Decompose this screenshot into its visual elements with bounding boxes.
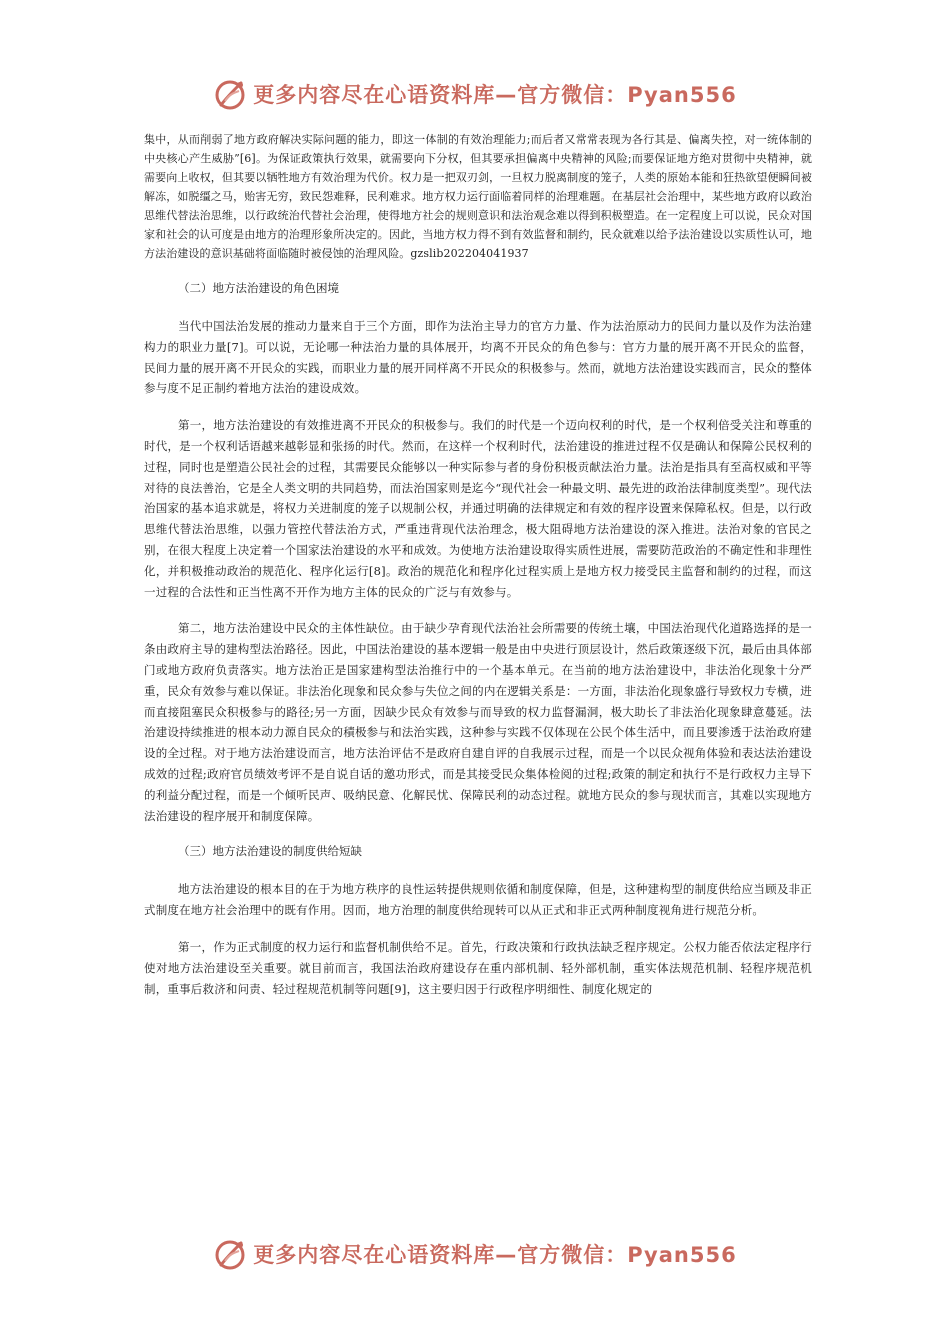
watermark-text: 更多内容尽在心语资料库—官方微信：Pyan556 bbox=[253, 83, 737, 107]
paragraph: 第一，地方法治建设的有效推进离不开民众的积极参与。我们的时代是一个迈向权利的时代，是一个权利倍受关注和尊重的时代，是一个权利话语越来越彰显和张扬的时代。然而，在这样一个权利时代，法治建设的推进过程不仅是确认和保障公民权利的过程，同时也是塑造公民社会的过程，其需要民众能够以一种实际参与者的身份积极贡献法治力量。法治是指具有至高权威和平等对待的良法善治，它是全人类文明的共同趋势，而法治国家则是迄今“现代社会一种最文明、最先进的政治法律制度类型”。现代法治国家的基本追求就是，将权力关进制度的笼子以规制公权，并通过明确的法律规定和有效的程序设置来保障私权。但是，以行政思维代替法治思维，以强力管控代替法治方式，严重违背现代法治理念，极大阻碍地方法治建设的深入推进。法治对象的官民之别，在很大程度上决定着一个国家法治建设的水平和成效。为使地方法治建设取得实质性进展，需要防范政治的不确定性和非理性化，并积极推动政治的规范化、程序化运行[8]。政治的规范化和程序化过程实质上是地方权力接受民主监督和制约的过程，而这一过程的合法性和正当性离不开作为地方主体的民众的广泛与有效参与。 bbox=[144, 418, 812, 599]
paragraph: 当代中国法治发展的推动力量来自于三个方面，即作为法治主导力的官方力量、作为法治原动力的民间力量以及作为法治建构力的职业力量[7]。可以说，无论哪一种法治力量的具体展开，均离不开民众的角色参与：官方力量的展开离不开民众的监督，民间力量的展开离不开民众的实践，而职业力量的展开同样离不开民众的积极参与。然而，就地方法治建设实践而言，民众的整体参与度不足正制约着地方法治的建设成效。 bbox=[144, 319, 812, 396]
paragraph: 第二，地方法治建设中民众的主体性缺位。由于缺少孕育现代法治社会所需要的传统土壤，中国法治现代化道路选择的是一条由政府主导的建构型法治路径。因此，中国法治建设的基本逻辑一般是由中央进行顶层设计，然后政策逐级下沉，最后由具体部门或地方政府负责落实。地方法治正是国家建构型法治推行中的一个基本单元。在当前的地方法治建设中，非法治化现象十分严重，民众有效参与难以保证。非法治化现象和民众参与失位之间的内在逻辑关系是：一方面，非法治化现象盛行导致权力专横，进而直接阻塞民众积极参与的路径;另一方面，因缺少民众有效参与而导致的权力监督漏洞，极大助长了非法治化现象肆意蔓延。法治建设持续推进的根本动力源自民众的積极参与和法治实践，这种参与实践不仅体现在公民个体生活中，而且要渗透于法治政府建设的全过程。对于地方法治建设而言，地方法治评估不是政府自建自评的自我展示过程，而是一个以民众视角体验和表达法治建设成效的过程;政府官员绩效考评不是自说自话的邀功形式，而是其接受民众集体检阅的过程;政策的制定和执行不是行政权力主导下的利益分配过程，而是一个倾听民声、吸纳民意、化解民忧、保障民利的动态过程。就地方民众的参与现状而言，其难以实现地方法治建设的程序展开和制度保障。 bbox=[144, 621, 812, 823]
footer-watermark-banner bbox=[0, 1234, 950, 1274]
header-watermark-banner bbox=[0, 74, 950, 114]
leaf-swirl-logo-icon bbox=[213, 77, 247, 111]
leaf-swirl-logo-icon bbox=[213, 1237, 247, 1271]
section-heading-2: （二）地方法治建设的角色困境 bbox=[178, 281, 339, 295]
watermark-text: 更多内容尽在心语资料库—官方微信：Pyan556 bbox=[253, 1243, 737, 1267]
paragraph: 地方法治建设的根本目的在于为地方秩序的良性运转提供规则依循和制度保障，但是，这种建构型的制度供给应当顾及非正式制度在地方社会治理中的既有作用。因而，地方治理的制度供给现转可以从正式和非正式两种制度视角进行规范分析。 bbox=[144, 882, 812, 918]
section-heading-3: （三）地方法治建设的制度供给短缺 bbox=[178, 844, 362, 859]
paragraph: 第一，作为正式制度的权力运行和监督机制供给不足。首先，行政决策和行政执法缺乏程序规定。公权力能否依法定程序行使对地方法治建设至关重要。就目前而言，我国法治政府建设存在重内部机制、轻外部机制，重实体法规范机制、轻程序规范机制，重事后救济和问责、轻过程规范机制等问题[9]，这主要归因于行政程序明细性、制度化规定的 bbox=[144, 939, 812, 996]
paragraph-continuation: 集中，从而削弱了地方政府解决实际问题的能力，即这一体制的有效治理能力;而后者又常常表现为各行其是、偏离失控，对一统体制的中央核心产生威胁”[6]。为保证政策执行效果，就需要向下分权，但其要承担偏离中央精神的风险;而要保证地方绝对贯彻中央精神，就需要向上收权，但其要以牺牲地方有效治理为代价。权力是一把双刃剑，一旦权力脱离制度的笼子，人类的原始本能和狂热欲望便瞬间被解冻，如脱缰之马，贻害无穷，致民怨难释，民利难求。地方权力运行面临着同样的治理难题。在基层社会治理中，某些地方政府以政治思维代替法治思维，以行政统治代替社会治理，使得地方社会的规则意识和法治观念难以得到积极塑造。在一定程度上可以说，民众对国家和社会的认可度是由地方的治理形象所决定的。因此，当地方权力得不到有效监督和制约，民众就难以给予法治建设以实质性认可，地方法治建设的意识基础将面临随时被侵蚀的治理风险。gzslib202204041937 bbox=[144, 133, 812, 260]
document-body bbox=[144, 130, 812, 1015]
